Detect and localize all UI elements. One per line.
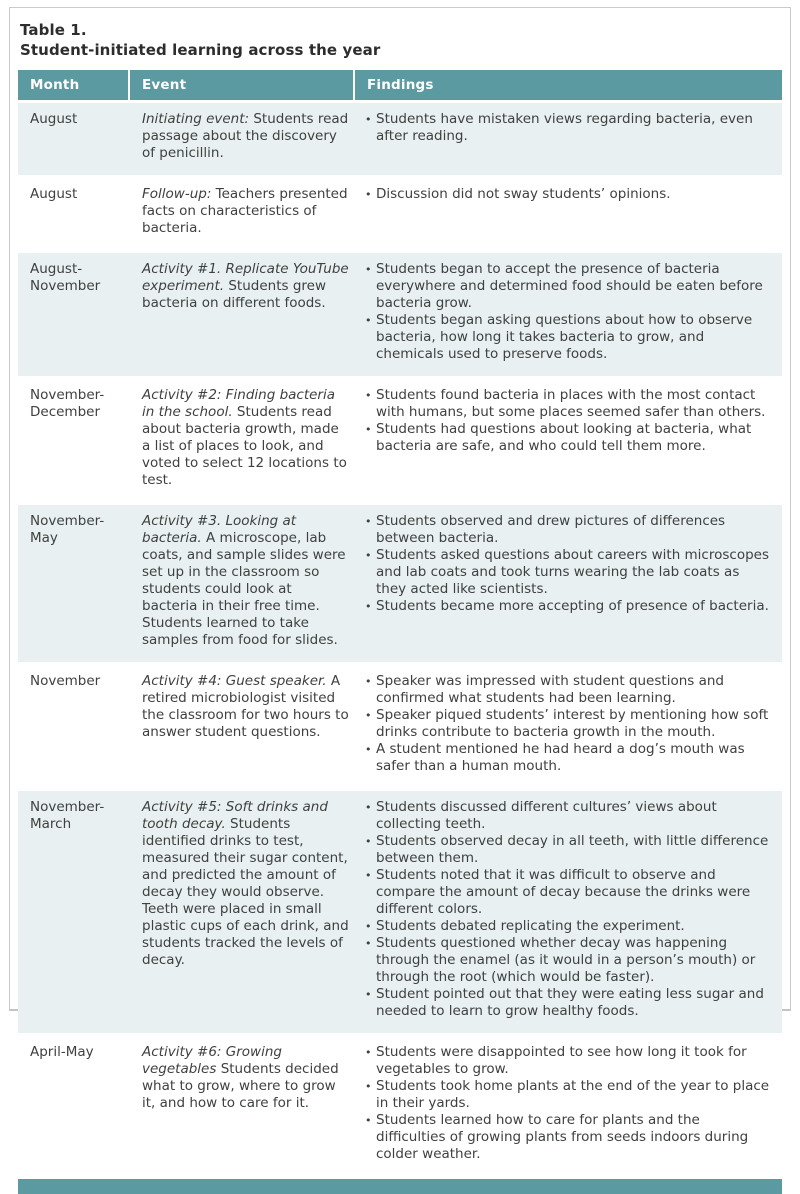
event-text: Teachers presented facts on characteristics of bacteria. xyxy=(142,186,348,236)
finding-text: Students observed decay in all teeth, with little difference between them. xyxy=(376,833,769,866)
finding-item xyxy=(365,1112,770,1163)
cell-month: April-May xyxy=(30,1044,94,1060)
finding-item xyxy=(365,673,770,707)
cell-findings xyxy=(355,379,782,502)
event-text: A microscope, lab coats, and sample slides were set up in the classroom so students could look at bacteria in their free time. Students learned to take samples from food for slides. xyxy=(142,530,346,648)
cell-event xyxy=(130,791,355,1033)
finding-item xyxy=(365,918,770,935)
table-row xyxy=(18,662,782,788)
cell-month: August-November xyxy=(30,261,101,294)
finding-text: Students found bacteria in places with the most contact with humans, but some places seemed safer than others. xyxy=(376,387,766,420)
cell-month: November-March xyxy=(30,799,105,832)
bullet-icon: • xyxy=(365,709,372,722)
table-number: Table 1. xyxy=(20,21,87,39)
table-header-row xyxy=(18,70,782,100)
bullet-icon: • xyxy=(365,1114,372,1127)
cell-findings xyxy=(355,178,782,250)
event-lead-italic: Activity #5: Soft drinks and tooth decay. xyxy=(142,799,328,832)
cell-findings xyxy=(355,505,782,662)
table-row xyxy=(18,788,782,1033)
finding-text: Students noted that it was difficult to observe and compare the amount of decay because the drinks were different colors. xyxy=(376,867,751,917)
finding-item xyxy=(365,799,770,833)
finding-item xyxy=(365,547,770,598)
finding-text: Students observed and drew pictures of differences between bacteria. xyxy=(376,513,726,546)
table-body xyxy=(18,100,782,1176)
document-page xyxy=(9,7,791,1162)
cell-month: November-December xyxy=(30,387,105,420)
finding-item xyxy=(365,867,770,918)
bullet-icon: • xyxy=(365,263,372,276)
event-lead-italic: Activity #3. Looking at bacteria. xyxy=(142,513,297,546)
finding-text: Students became more accepting of presence of bacteria. xyxy=(376,598,769,614)
table-row xyxy=(18,175,782,250)
finding-text: Students questioned whether decay was happening through the enamel (as it would in a person’s mouth) or through the root (which would be faster). xyxy=(376,935,756,985)
bullet-icon: • xyxy=(365,314,372,327)
finding-text: Student pointed out that they were eating less sugar and needed to learn to grow healthy foods. xyxy=(376,986,764,1019)
finding-item xyxy=(365,833,770,867)
finding-item xyxy=(365,513,770,547)
cell-month: November xyxy=(30,673,101,689)
finding-item xyxy=(365,1044,770,1078)
cell-event xyxy=(130,665,355,788)
cell-findings xyxy=(355,253,782,376)
event-lead-italic: Activity #6: Growing vegetables xyxy=(142,1044,282,1077)
finding-item xyxy=(365,186,770,203)
table-row xyxy=(18,100,782,175)
finding-text: Students debated replicating the experiment. xyxy=(376,918,685,934)
bullet-icon: • xyxy=(365,675,372,688)
bullet-icon: • xyxy=(365,188,372,201)
finding-text: Students had questions about looking at bacteria, what bacteria are safe, and who could tell them more. xyxy=(376,421,752,454)
event-text: Students identified drinks to test, measured their sugar content, and predicted the amount of decay they would observe. Teeth were placed in small plastic cups of each drink, and students tracked the levels of decay. xyxy=(142,816,349,968)
cell-event xyxy=(130,178,355,250)
event-text: A retired microbiologist visited the classroom for two hours to answer student questions. xyxy=(142,673,349,740)
table-row xyxy=(18,502,782,662)
event-lead-italic: Follow-up: xyxy=(142,186,216,202)
bullet-icon: • xyxy=(365,801,372,814)
finding-item xyxy=(365,111,770,145)
header-event: Event xyxy=(130,70,355,100)
table-row xyxy=(18,250,782,376)
event-text: Students read about bacteria growth, made a list of places to look, and voted to select 12 locations to test. xyxy=(142,404,347,488)
cell-findings xyxy=(355,103,782,175)
table-footer-bar xyxy=(18,1179,782,1194)
bullet-icon: • xyxy=(365,515,372,528)
finding-text: Students have mistaken views regarding bacteria, even after reading. xyxy=(376,111,753,144)
finding-item xyxy=(365,312,770,363)
event-lead-italic: Activity #1. Replicate YouTube experiment. xyxy=(142,261,349,294)
finding-text: Students were disappointed to see how long it took for vegetables to grow. xyxy=(376,1044,747,1077)
bullet-icon: • xyxy=(365,869,372,882)
finding-text: Students asked questions about careers with microscopes and lab coats and took turns wearing the lab coats as they acted like scientists. xyxy=(376,547,769,597)
cell-month: November-May xyxy=(30,513,105,546)
bullet-icon: • xyxy=(365,920,372,933)
bullet-icon: • xyxy=(365,549,372,562)
cell-event xyxy=(130,1036,355,1176)
cell-event xyxy=(130,103,355,175)
event-lead-italic: Activity #2: Finding bacteria in the school. xyxy=(142,387,336,420)
cell-month: August xyxy=(30,111,78,127)
cell-event xyxy=(130,379,355,502)
table-row xyxy=(18,1033,782,1176)
bullet-icon: • xyxy=(365,1080,372,1093)
finding-item xyxy=(365,421,770,455)
table-title xyxy=(20,20,782,60)
bullet-icon: • xyxy=(365,113,372,126)
finding-item xyxy=(365,387,770,421)
finding-item xyxy=(365,741,770,775)
cell-findings xyxy=(355,665,782,788)
finding-item xyxy=(365,598,770,615)
bullet-icon: • xyxy=(365,423,372,436)
cell-month: August xyxy=(30,186,78,202)
cell-findings xyxy=(355,1036,782,1176)
finding-text: Students learned how to care for plants and the difficulties of growing plants from seeds indoors during colder weather. xyxy=(376,1112,749,1162)
bullet-icon: • xyxy=(365,988,372,1001)
finding-text: Students discussed different cultures’ views about collecting teeth. xyxy=(376,799,717,832)
finding-item xyxy=(365,986,770,1020)
finding-text: Students began to accept the presence of bacteria everywhere and determined food should be eaten before bacteria grow. xyxy=(376,261,763,311)
finding-text: Discussion did not sway students’ opinions. xyxy=(376,186,671,202)
finding-text: Students began asking questions about how to observe bacteria, how long it takes bacteria to grow, and chemicals used to preserve foods. xyxy=(376,312,753,362)
bullet-icon: • xyxy=(365,835,372,848)
learning-table xyxy=(18,70,782,1194)
cell-event xyxy=(130,253,355,376)
event-text: Students grew bacteria on different foods. xyxy=(142,278,326,311)
finding-item xyxy=(365,1078,770,1112)
cell-event xyxy=(130,505,355,662)
finding-text: Students took home plants at the end of the year to place in their yards. xyxy=(376,1078,770,1111)
bullet-icon: • xyxy=(365,389,372,402)
finding-text: Speaker piqued students’ interest by mentioning how soft drinks contribute to bacteria growth in the mouth. xyxy=(376,707,769,740)
cell-findings xyxy=(355,791,782,1033)
event-lead-italic: Initiating event: xyxy=(142,111,254,127)
table-row xyxy=(18,376,782,502)
event-text: Students read passage about the discovery of penicillin. xyxy=(142,111,349,161)
event-text: Students decided what to grow, where to grow it, and how to care for it. xyxy=(142,1061,339,1111)
finding-text: A student mentioned he had heard a dog’s mouth was safer than a human mouth. xyxy=(376,741,745,774)
finding-item xyxy=(365,261,770,312)
bullet-icon: • xyxy=(365,600,372,613)
event-lead-italic: Activity #4: Guest speaker. xyxy=(142,673,331,689)
bullet-icon: • xyxy=(365,743,372,756)
finding-item xyxy=(365,935,770,986)
bullet-icon: • xyxy=(365,1046,372,1059)
bullet-icon: • xyxy=(365,937,372,950)
table-caption: Student-initiated learning across the year xyxy=(20,41,381,59)
finding-item xyxy=(365,707,770,741)
header-month: Month xyxy=(18,70,130,100)
header-findings: Findings xyxy=(367,77,434,93)
finding-text: Speaker was impressed with student questions and confirmed what students had been learning. xyxy=(376,673,724,706)
